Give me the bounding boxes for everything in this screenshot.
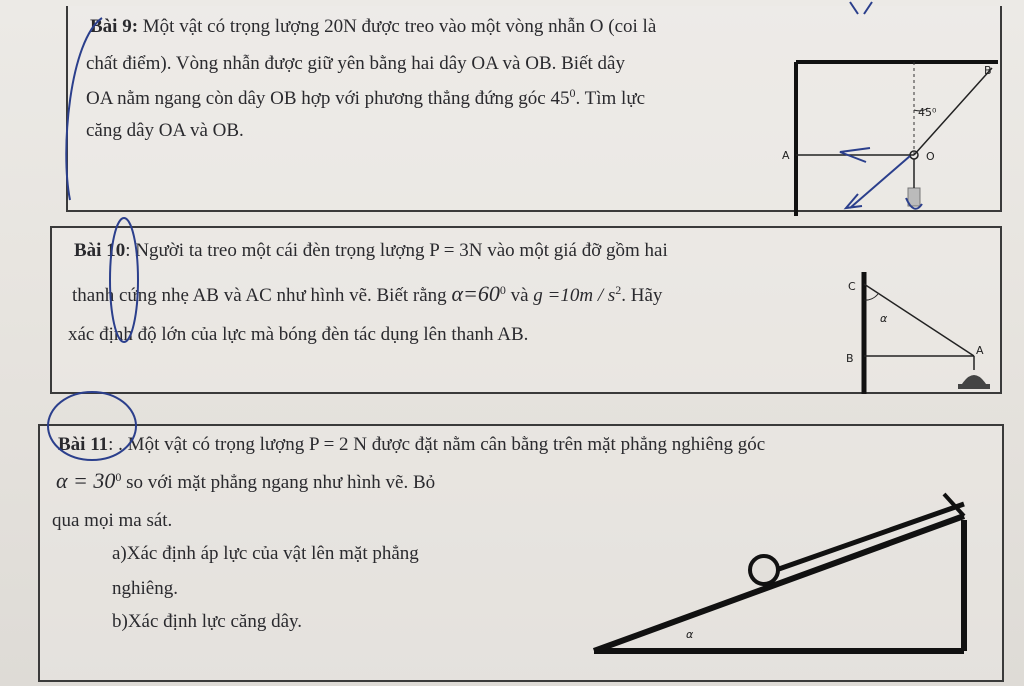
label-a: A (976, 344, 984, 357)
incline-surface (594, 516, 964, 651)
angle-label: 45⁰ (918, 106, 937, 119)
label-b: B (846, 352, 854, 365)
problem-9-line-4: căng dây OA và OB. (86, 120, 244, 141)
label-o: O (926, 150, 935, 163)
label-alpha: α (686, 628, 694, 641)
label-alpha: α (880, 312, 888, 325)
problem-9-line-2: chất điểm). Vòng nhẫn được giữ yên bằng hai dây OA và OB. Biết dây (86, 53, 625, 74)
problem-10-line-1: Bài 10: Người ta treo một cái đèn trọng lượng P = 3N vào một giá đỡ gồm hai (74, 240, 668, 261)
problem-11-part-a-1: a)Xác định áp lực của vật lên mặt phẳng (112, 543, 419, 564)
problem-9-line-1: Bài 9: Một vật có trọng lượng 20N được treo vào một vòng nhẫn O (coi là (90, 16, 657, 37)
problem-11-figure (586, 486, 976, 662)
problem-11-part-a-2: nghiêng. (112, 578, 178, 599)
problem-11-title: Bài 11 (58, 434, 109, 455)
ball (750, 556, 778, 584)
label-c: C (848, 280, 856, 293)
problem-11-part-b: b)Xác định lực căng dây. (112, 611, 303, 632)
problem-10-title: Bài 10 (74, 240, 126, 261)
rope (776, 504, 964, 570)
label-a: A (782, 149, 790, 162)
label-b: B (984, 64, 992, 77)
problem-11-line-3: qua mọi ma sát. (52, 510, 173, 531)
problem-11-line-2: $\alpha = 30^0$ so với mặt phẳng ngang như hình vẽ. Bỏ (56, 468, 436, 493)
problem-9-line-3: OA nằm ngang còn dây OB hợp với phương thẳng đứng góc $45^0$. Tìm lực (86, 86, 646, 109)
problem-11-line-1: Bài 11: . Một vật có trọng lượng P = 2 N được đặt nằm cân bằng trên mặt phẳng nghiêng góc (58, 434, 766, 455)
problem-10-line-2: thanh cứng nhẹ AB và AC như hình vẽ. Biết rằng $\alpha=60^0$ và $g =10m / s^2$. Hãy (72, 281, 663, 306)
problem-10-line-3: xác định độ lớn của lực mà bóng đèn tác dụng lên thanh AB. (68, 324, 529, 345)
problem-9-title: Bài 9: (90, 16, 139, 37)
